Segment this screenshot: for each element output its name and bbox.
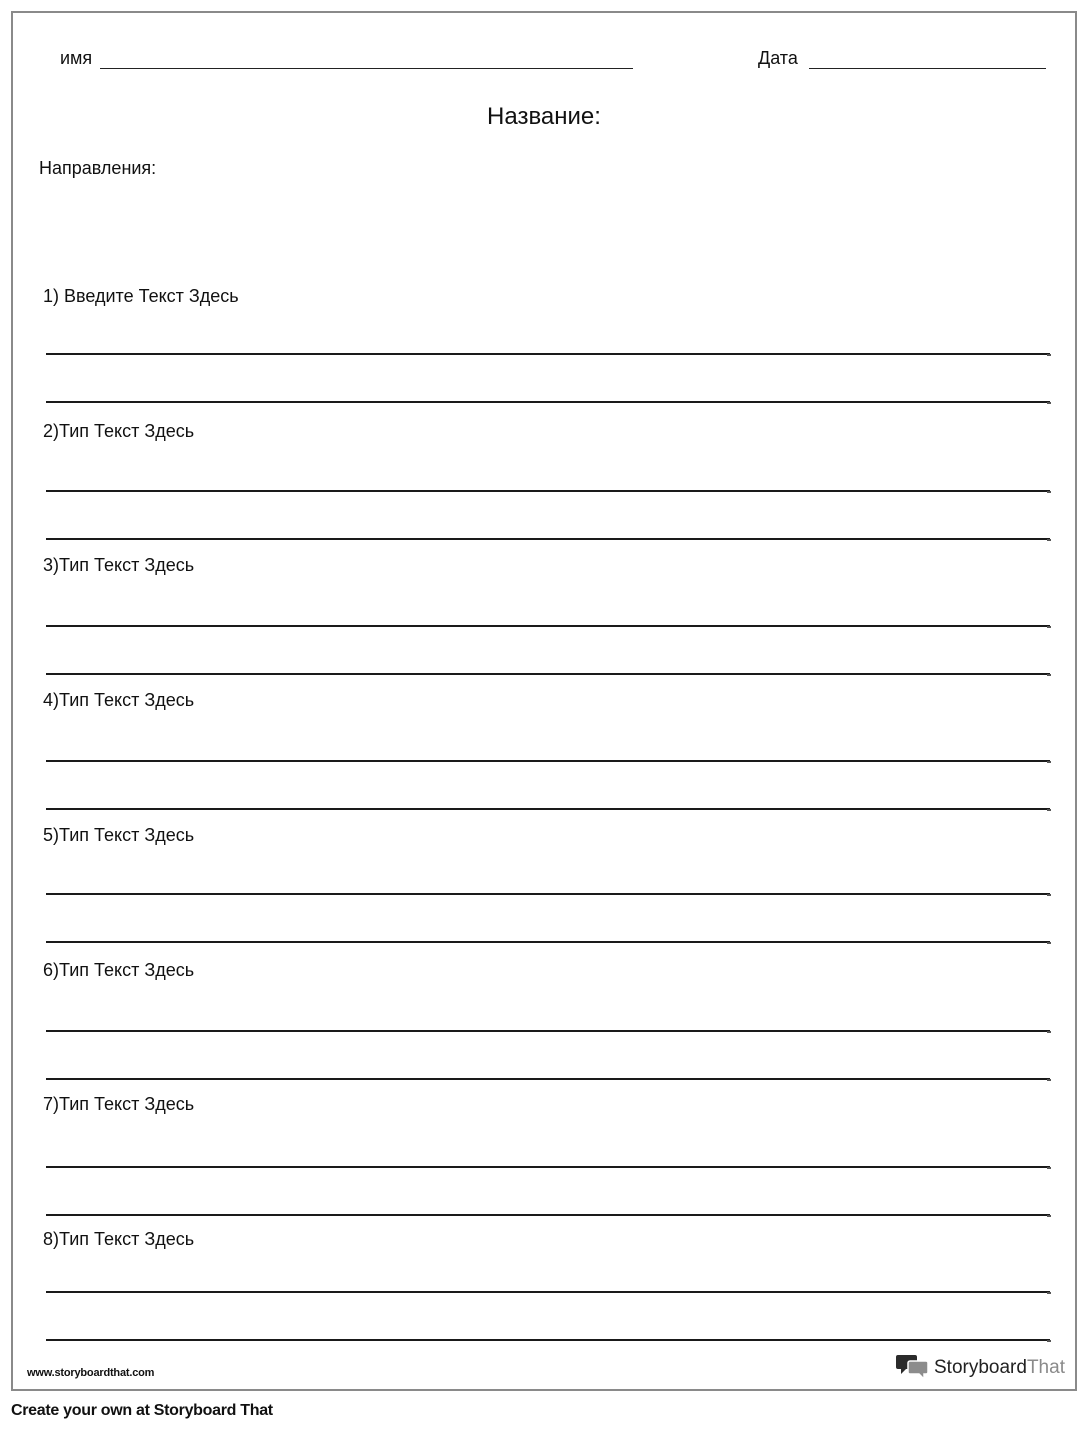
question-label: 1) Введите Текст Здесь (43, 286, 239, 306)
question-label: 2)Тип Текст Здесь (43, 421, 195, 441)
answer-line[interactable] (46, 760, 1050, 762)
worksheet-title: Название: (487, 103, 601, 130)
logo-text-storyboard: Storyboard (934, 1357, 1027, 1378)
question-label: 3)Тип Текст Здесь (43, 555, 195, 575)
question-label: 5)Тип Текст Здесь (43, 825, 195, 845)
name-field-line[interactable] (100, 68, 633, 69)
answer-line[interactable] (46, 353, 1050, 355)
question-label: 4)Тип Текст Здесь (43, 690, 195, 710)
question-label: 6)Тип Текст Здесь (43, 960, 195, 980)
question-label: 7)Тип Текст Здесь (43, 1094, 195, 1114)
speech-bubbles-icon (896, 1352, 930, 1385)
answer-line[interactable] (46, 1166, 1050, 1168)
answer-line[interactable] (46, 1339, 1050, 1341)
answer-line[interactable] (46, 401, 1050, 403)
question-label: 8)Тип Текст Здесь (43, 1229, 195, 1249)
answer-line[interactable] (46, 538, 1050, 540)
site-url[interactable]: www.storyboardthat.com (27, 1367, 155, 1379)
answer-line[interactable] (46, 808, 1050, 810)
answer-line[interactable] (46, 625, 1050, 627)
storyboardthat-logo[interactable] (896, 1353, 1065, 1383)
answer-line[interactable] (46, 1214, 1050, 1216)
logo-text-that: That (1026, 1357, 1065, 1378)
answer-line[interactable] (46, 893, 1050, 895)
date-field-line[interactable] (809, 68, 1046, 69)
answer-line[interactable] (46, 490, 1050, 492)
answer-line[interactable] (46, 1291, 1050, 1293)
answer-line[interactable] (46, 941, 1050, 943)
date-label: Дата (758, 48, 798, 68)
worksheet-page (11, 11, 1077, 1391)
directions-label: Направления: (39, 158, 157, 178)
name-label: имя (60, 48, 93, 68)
answer-line[interactable] (46, 1030, 1050, 1032)
create-your-own-link[interactable]: Create your own at Storyboard That (11, 1402, 273, 1419)
answer-line[interactable] (46, 1078, 1050, 1080)
answer-line[interactable] (46, 673, 1050, 675)
